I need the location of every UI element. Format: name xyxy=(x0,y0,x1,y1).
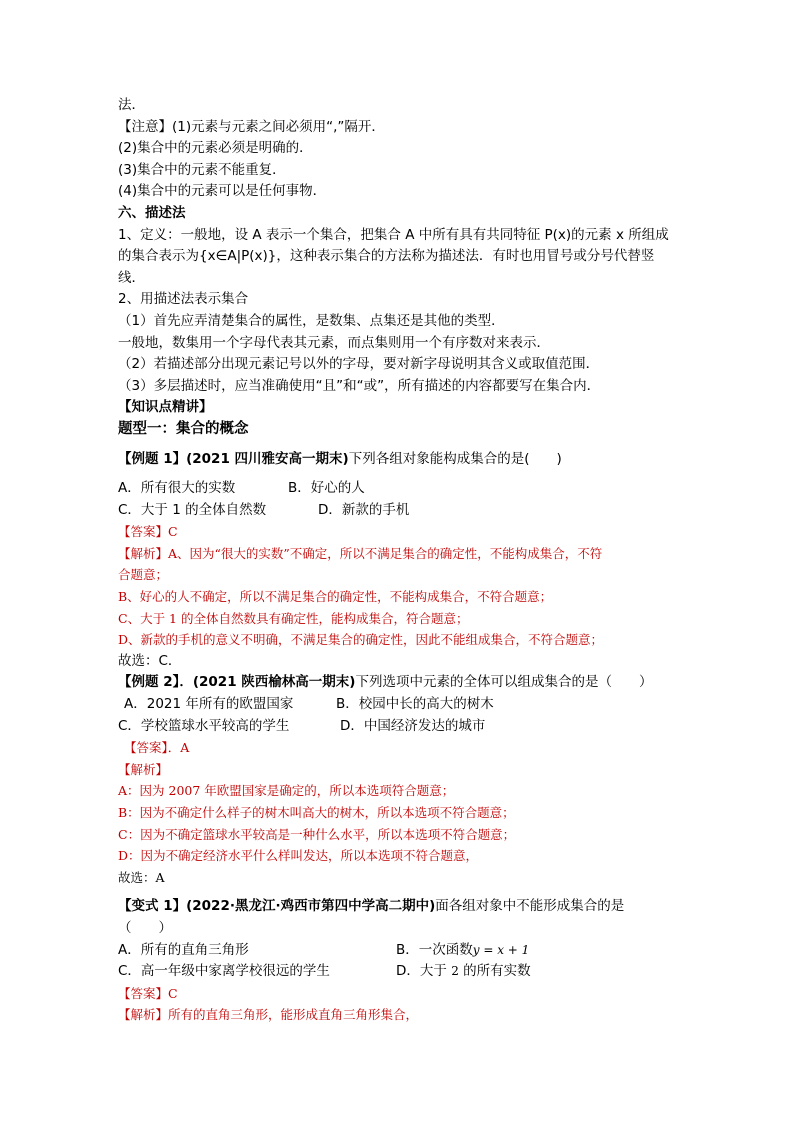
note-line: (3)集合中的元素不能重复． xyxy=(118,161,286,178)
option-b: B．校园中长的高大的树木 xyxy=(336,696,494,713)
topic-heading: 题型一：集合的概念 xyxy=(118,420,249,437)
example-1-answer: 【答案】C xyxy=(118,524,178,540)
text-line: 一般地，数集用一个字母代表其元素，而点集则用一个有序数对来表示． xyxy=(118,334,550,351)
option-c: C．大于 1 的全体自然数 xyxy=(118,501,267,518)
example-1-analysis-d: D、新款的手机的意义不明确，不满足集合的确定性，因此不能组成集合，不符合题意； xyxy=(118,632,604,648)
text-line: 2、用描述法表示集合 xyxy=(118,291,249,308)
example-1-analysis-b: B、好心的人不确定，所以不满足集合的确定性，不能构成集合，不符合题意； xyxy=(118,589,553,605)
example-2-text: 下列选项中元素的全体可以组成集合的是（ ） xyxy=(355,674,653,691)
note-line: (4)集合中的元素可以是任何事物． xyxy=(118,183,327,200)
example-2-head: 【例题 2】．(2021 陕西榆林高一期末) xyxy=(118,674,356,691)
document-page xyxy=(118,95,678,1026)
section-heading: 六、描述法 xyxy=(118,204,186,221)
option-b: B．好心的人 xyxy=(288,480,365,497)
text-line: （2）若描述部分出现元素记号以外的字母，要对新字母说明其含义或取值范围． xyxy=(118,356,600,373)
option-a: A．所有很大的实数 xyxy=(118,480,236,497)
variation-1-options-cd xyxy=(118,961,678,983)
example-2-options-ab xyxy=(118,694,678,716)
example-2-options-cd xyxy=(118,716,678,738)
variation-1-options-ab xyxy=(118,940,678,962)
text-line: （3）多层描述时，应当准确使用“且”和“或”，所有描述的内容都要写在集合内． xyxy=(118,377,601,394)
example-2-question xyxy=(118,672,678,694)
example-2-analysis: 【解析】 xyxy=(118,761,169,777)
option-d xyxy=(396,961,531,983)
option-a: A．2021 年所有的欧盟国家 xyxy=(124,696,294,713)
text-line: （1）首先应弄清楚集合的属性，是数集、点集还是其他的类型． xyxy=(118,312,505,329)
example-1-options-ab xyxy=(118,478,678,500)
example-1-analysis-c: C、大于 1 的全体自然数具有确定性，能构成集合，符合题意； xyxy=(118,610,469,626)
option-b-math: y = x + 1 xyxy=(472,942,530,957)
option-b-text: B．一次函数 xyxy=(396,941,473,958)
option-a: A．所有的直角三角形 xyxy=(118,941,249,958)
example-2-analysis-c: C：因为不确定篮球水平较高是一种什么水平，所以本选项不符合题意； xyxy=(118,826,516,842)
example-2-analysis-a: A：因为 2007 年欧盟国家是确定的，所以本选项符合题意； xyxy=(118,783,455,799)
option-d-post: 的所有实数 xyxy=(463,963,531,980)
option-c: C．高一年级中家离学校很远的学生 xyxy=(118,963,330,980)
option-d-pre: D．大于 xyxy=(396,963,447,980)
text-line: 1、定义：一般地，设 A 表示一个集合，把集合 A 中所有具有共同特征 P(x)的元素 x 所组成 xyxy=(118,226,669,243)
note-line: (2)集合中的元素必须是明确的． xyxy=(118,140,313,157)
variation-1-paren: （ ） xyxy=(118,919,172,936)
text-line: 的集合表示为{x∈A|P(x)}，这种表示集合的方法称为描述法．有时也用冒号或分号代替竖 xyxy=(118,248,655,265)
option-b xyxy=(396,940,529,962)
variation-1-analysis: 【解析】所有的直角三角形，能形成直角三角形集合， xyxy=(118,1007,419,1023)
example-1-head: 【例题 1】(2021 四川雅安高一期末) xyxy=(118,450,349,467)
example-2-choice: 故选：A xyxy=(118,869,165,885)
example-2-analysis-d: D：因为不确定经济水平什么样叫发达，所以本选项不符合题意， xyxy=(118,848,479,864)
option-d: D．中国经济发达的城市 xyxy=(340,717,486,734)
text-line: 线． xyxy=(118,269,145,286)
variation-1-question xyxy=(118,896,678,918)
example-1-question xyxy=(118,449,678,471)
variation-1-text: 面各组对象中不能形成集合的是 xyxy=(435,898,625,915)
example-2-analysis-b: B：因为不确定什么样子的树木叫高大的树木，所以本选项不符合题意； xyxy=(118,805,515,820)
note-line: 【注意】(1)元素与元素之间必须用“,”隔开． xyxy=(118,118,385,135)
variation-1-head: 【变式 1】(2022·黑龙江·鸡西市第四中学高二期中) xyxy=(118,898,436,915)
text-line: 法． xyxy=(118,97,145,113)
option-d-num: 2 xyxy=(451,964,459,979)
example-1-text: 下列各组对象能构成集合的是( ) xyxy=(348,450,562,467)
example-1-analysis: 合题意； xyxy=(118,567,169,583)
option-d: D．新款的手机 xyxy=(318,501,410,518)
example-1-choice: 故选：C． xyxy=(118,652,182,669)
example-1-analysis: 【解析】A、因为“很大的实数”不确定，所以不满足集合的确定性，不能构成集合，不符 xyxy=(118,545,603,561)
example-1-options-cd xyxy=(118,500,678,522)
option-c: C．学校篮球水平较高的学生 xyxy=(118,717,290,734)
variation-1-answer: 【答案】C xyxy=(118,985,178,1001)
subheading: 【知识点精讲】 xyxy=(118,399,213,416)
example-2-answer: 【答案】．A xyxy=(124,740,190,756)
